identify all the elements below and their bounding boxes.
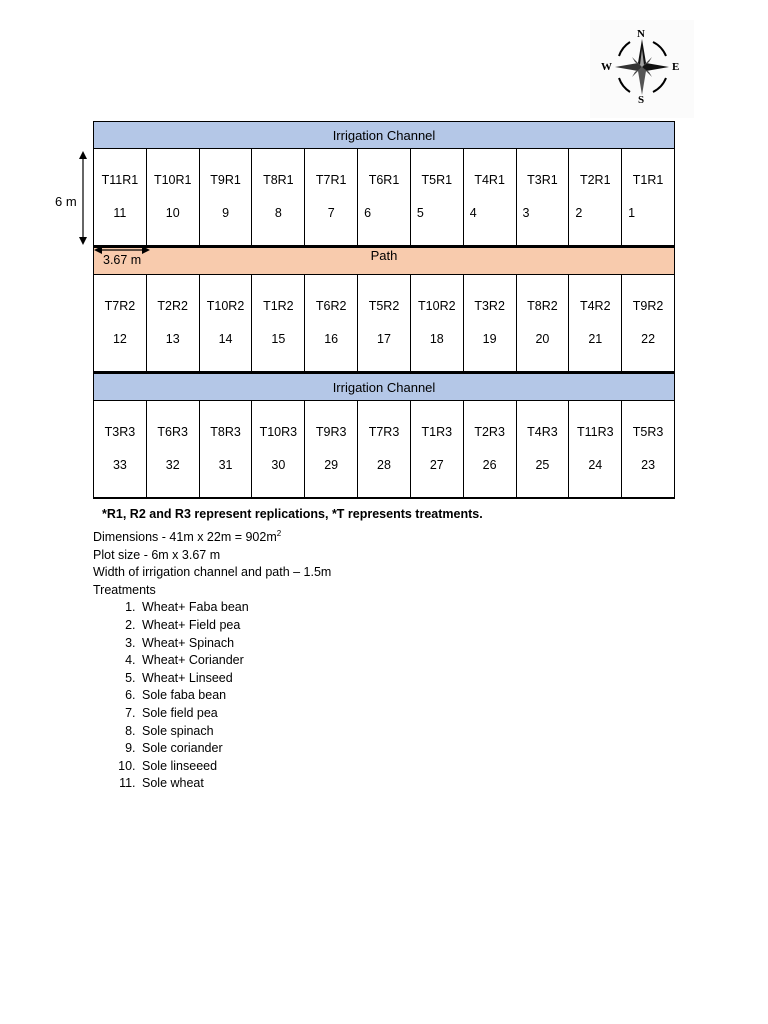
treatment-item: 3. Wheat+ Spinach [139, 635, 331, 653]
plot-cell [411, 149, 464, 246]
replication-2-row [93, 275, 675, 373]
treatments-heading: Treatments [93, 582, 156, 597]
plot-treatment-code: T2R2 [157, 299, 188, 313]
plot-cell [411, 275, 464, 372]
plot-number: 27 [429, 458, 444, 472]
plot-cell [464, 401, 517, 498]
plot-treatment-code: T6R3 [157, 425, 188, 439]
plot-number: 20 [535, 332, 550, 346]
plot-number: 11 [113, 206, 127, 220]
plot-treatment-code: T10R2 [418, 299, 456, 313]
plot-number: 17 [377, 332, 391, 346]
plot-cell [147, 401, 200, 498]
compass-south-label: S [638, 94, 645, 106]
plot-cell [252, 401, 305, 498]
plot-cell [94, 149, 147, 246]
plot-cell [569, 275, 622, 372]
plot-number: 32 [165, 458, 180, 472]
plot-treatment-code: T8R3 [210, 425, 241, 439]
plot-treatment-code: T4R2 [579, 299, 611, 313]
plot-treatment-code: T4R1 [474, 173, 505, 187]
plot-number: 5 [416, 206, 424, 220]
plot-cell [94, 275, 147, 372]
plot-number: 19 [482, 332, 497, 346]
plot-treatment-code: T10R1 [153, 173, 192, 187]
plot-number: 15 [271, 332, 286, 346]
plot-treatment-code: T8R1 [263, 173, 294, 187]
plot-number: 9 [222, 206, 230, 220]
plot-cell [622, 149, 675, 246]
plot-number: 13 [165, 332, 180, 346]
plot-treatment-code: T9R2 [632, 299, 664, 313]
plot-treatment-code: T3R2 [474, 299, 505, 313]
plot-cell [464, 275, 517, 372]
plot-number: 6 [364, 206, 372, 220]
dimensions-superscript: 2 [276, 529, 282, 538]
plot-treatment-code: T7R1 [315, 173, 347, 187]
plot-cell [147, 275, 200, 372]
plot-cell [358, 275, 411, 372]
plot-treatment-code: T1R2 [263, 299, 294, 313]
replication-footnote: *R1, R2 and R3 represent replications, *T represents treatments. [102, 507, 483, 521]
plot-treatment-code: T1R3 [421, 425, 453, 439]
plot-number: 31 [218, 458, 233, 472]
plot-number: 8 [274, 206, 282, 220]
field-layout [93, 121, 675, 499]
vertical-dimension-arrow-icon [82, 151, 84, 245]
plot-number: 2 [575, 206, 583, 220]
treatment-item: 10. Sole linseeed [139, 758, 331, 776]
plot-number: 25 [535, 458, 550, 472]
treatment-item: 9. Sole coriander [139, 740, 331, 758]
compass-east-label: E [672, 61, 680, 73]
plot-cell [200, 275, 253, 372]
plot-treatment-code: T11R1 [101, 173, 139, 187]
treatment-item: 8. Sole spinach [139, 723, 331, 741]
treatment-item: 2. Wheat+ Field pea [139, 617, 331, 635]
plot-number: 30 [271, 458, 286, 472]
plot-number: 22 [641, 332, 656, 346]
plot-treatment-code: T7R2 [104, 299, 136, 313]
plot-treatment-code: T2R1 [579, 173, 611, 187]
plot-treatment-code: T8R2 [527, 299, 558, 313]
treatment-item: 11. Sole wheat [139, 775, 331, 793]
treatment-item: 4. Wheat+ Coriander [139, 652, 331, 670]
plot-treatment-code: T5R2 [368, 299, 400, 313]
compass-west-label: W [601, 61, 612, 73]
plot-cell [569, 149, 622, 246]
plot-number: 14 [218, 332, 233, 346]
plot-treatment-code: T9R3 [315, 425, 347, 439]
plot-treatment-code: T5R1 [421, 173, 453, 187]
plot-cell [358, 401, 411, 498]
plot-cell [305, 149, 358, 246]
plot-treatment-code: T9R1 [210, 173, 241, 187]
plot-cell [517, 149, 570, 246]
plot-number: 21 [588, 332, 603, 346]
treatment-item: 1. Wheat+ Faba bean [139, 599, 331, 617]
plot-cell [411, 401, 464, 498]
plot-size-line: Plot size - 6m x 3.67 m [93, 547, 221, 562]
plot-cell [147, 149, 200, 246]
plot-number: 16 [324, 332, 339, 346]
plot-cell [200, 401, 253, 498]
irrigation-channel-middle-label: Irrigation Channel [332, 379, 436, 395]
replication-3-row [93, 401, 675, 499]
plot-number: 28 [377, 458, 391, 472]
plot-length-label: 6 m [55, 194, 77, 209]
plot-treatment-code: T10R3 [259, 425, 298, 439]
experiment-info [93, 529, 331, 793]
plot-treatment-code: T10R2 [206, 299, 245, 313]
plot-treatment-code: T4R3 [527, 425, 558, 439]
irrigation-channel-top-label: Irrigation Channel [332, 127, 436, 143]
plot-number: 26 [482, 458, 497, 472]
path-band [93, 247, 675, 275]
plot-cell [200, 149, 253, 246]
plot-treatment-code: T6R1 [368, 173, 400, 187]
irrigation-channel-top [93, 121, 675, 149]
plot-cell [517, 275, 570, 372]
path-label: Path [370, 248, 398, 263]
dimensions-text: Dimensions - 41m x 22m = 902m [93, 530, 277, 544]
plot-treatment-code: T11R3 [576, 425, 614, 439]
plot-number: 3 [522, 206, 530, 220]
plot-cell [305, 401, 358, 498]
irrigation-channel-middle [93, 373, 675, 401]
compass-rose-icon [590, 20, 694, 118]
plot-treatment-code: T6R2 [315, 299, 347, 313]
plot-number: 4 [469, 206, 477, 220]
plot-cell [94, 401, 147, 498]
plot-number: 29 [324, 458, 339, 472]
plot-treatment-code: T5R3 [632, 425, 664, 439]
plot-cell [305, 275, 358, 372]
plot-cell [464, 149, 517, 246]
plot-cell [252, 149, 305, 246]
channel-width-line: Width of irrigation channel and path – 1.5m [93, 565, 332, 580]
plot-number: 1 [628, 206, 636, 220]
plot-number: 24 [588, 458, 603, 472]
plot-cell [358, 149, 411, 246]
plot-number: 10 [165, 206, 180, 220]
dimensions-line [93, 529, 331, 547]
plot-cell [517, 401, 570, 498]
compass-north-label: N [637, 28, 645, 40]
plot-number: 12 [112, 332, 127, 346]
treatment-item: 5. Wheat+ Linseed [139, 670, 331, 688]
plot-number: 18 [429, 332, 444, 346]
plot-treatment-code: T7R3 [368, 425, 400, 439]
plot-treatment-code: T3R1 [527, 173, 558, 187]
plot-width-label: 3.67 m [103, 253, 142, 267]
plot-treatment-code: T2R3 [474, 425, 505, 439]
plot-treatment-code: T1R1 [632, 173, 664, 187]
treatment-item: 6. Sole faba bean [139, 687, 331, 705]
replication-1-row [93, 149, 675, 247]
plot-cell [569, 401, 622, 498]
treatment-item: 7. Sole field pea [139, 705, 331, 723]
plot-treatment-code: T3R3 [104, 425, 136, 439]
plot-number: 33 [112, 458, 127, 472]
plot-cell [622, 401, 675, 498]
plot-number: 23 [641, 458, 656, 472]
plot-cell [622, 275, 675, 372]
plot-number: 7 [327, 206, 335, 220]
plot-cell [252, 275, 305, 372]
treatment-list [93, 599, 331, 793]
